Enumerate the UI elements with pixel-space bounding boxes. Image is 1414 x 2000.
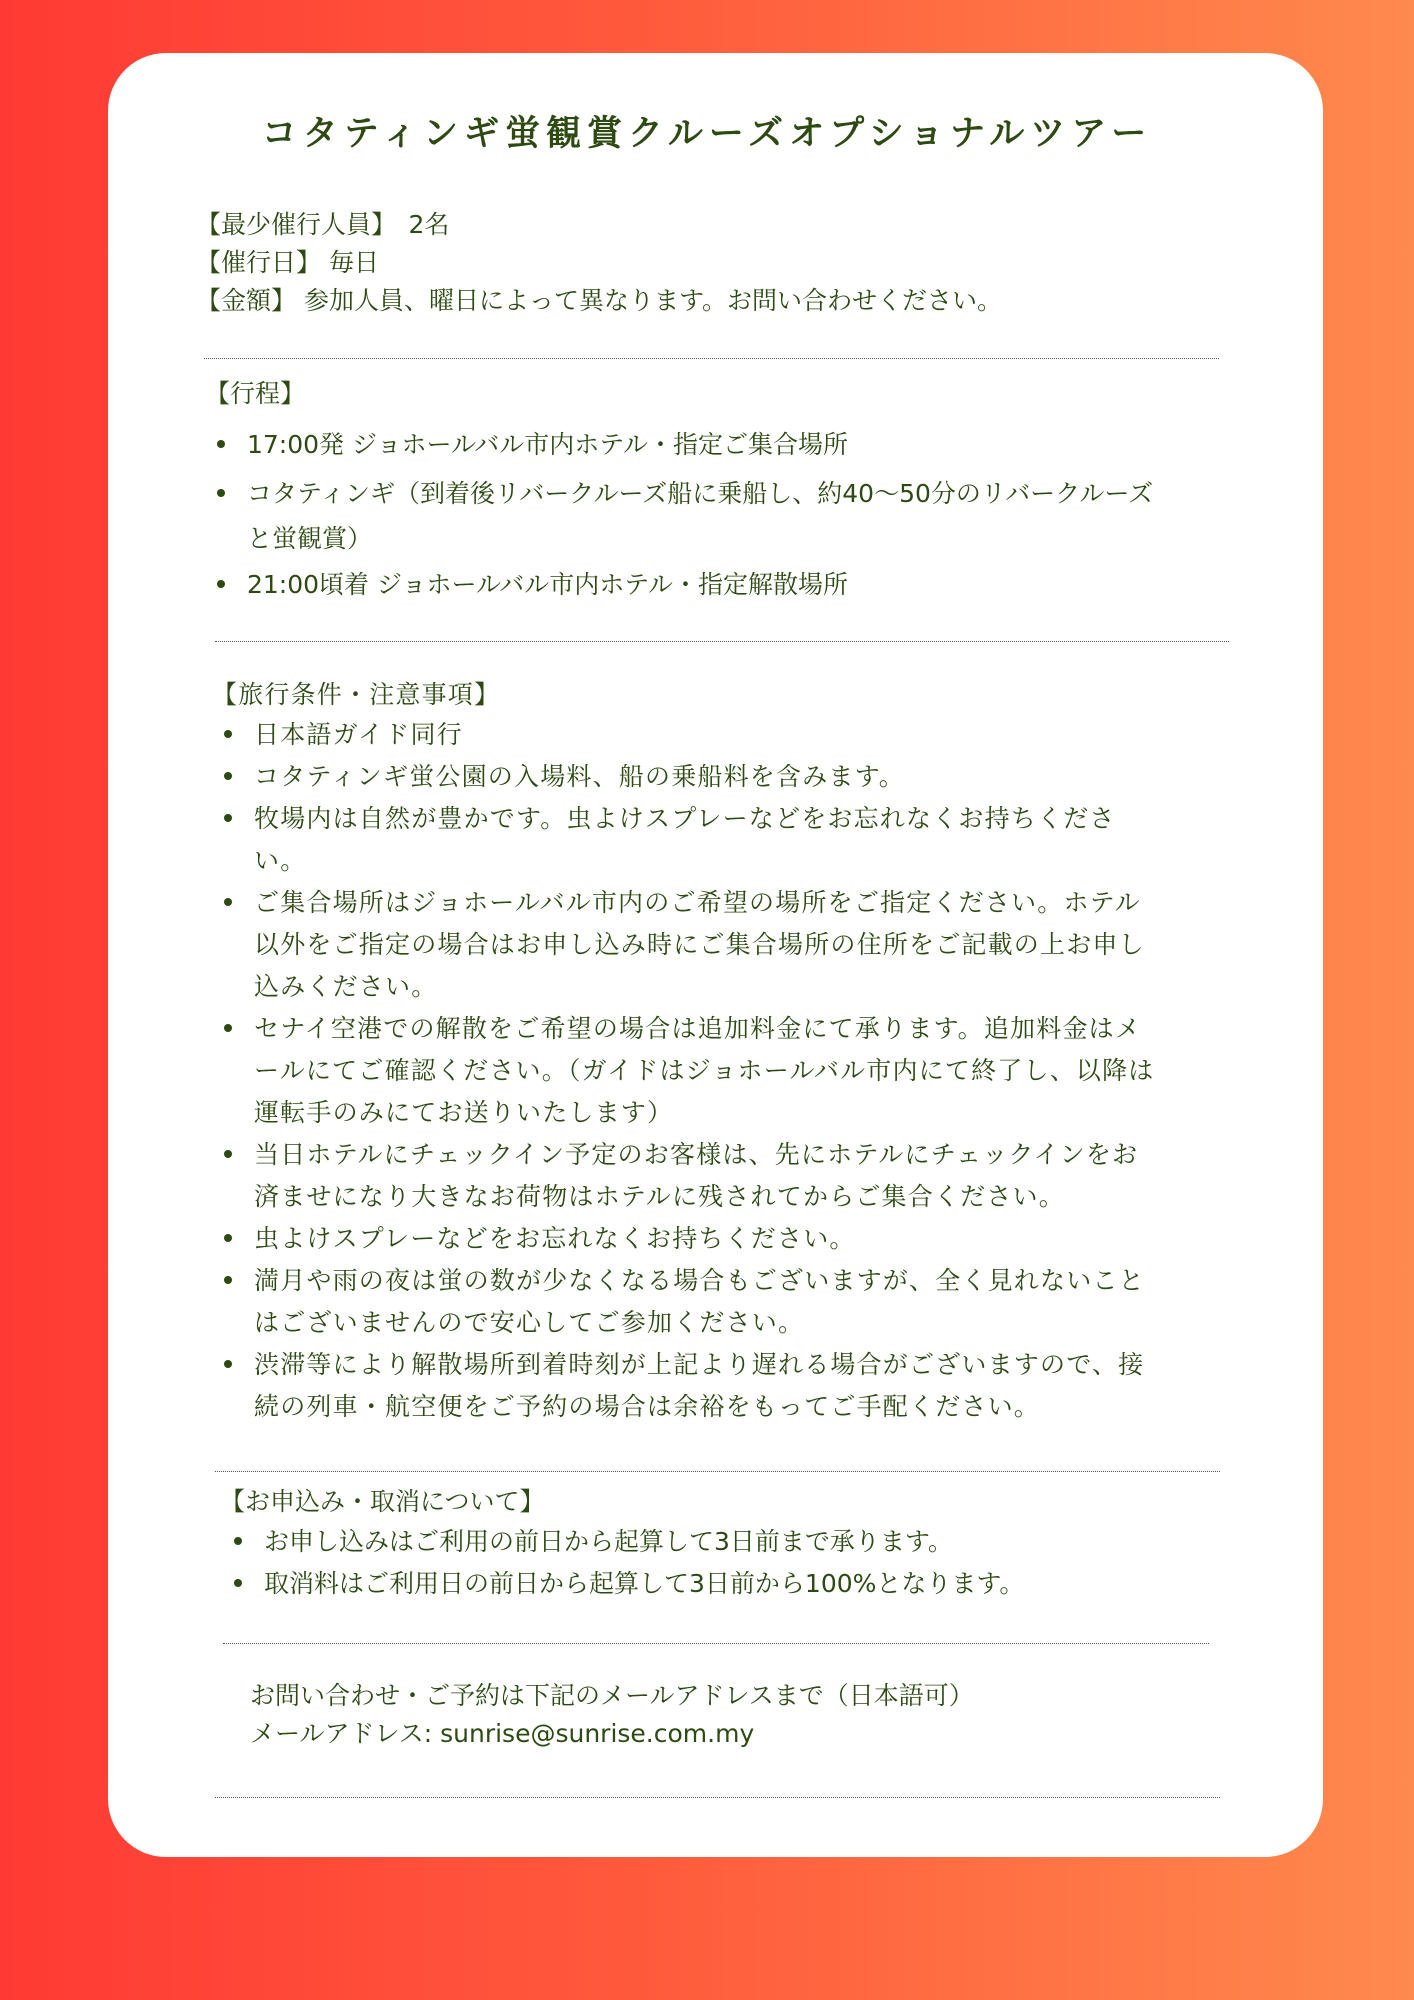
apply-section bbox=[220, 1483, 1024, 1605]
tour-date: 【催行日】 毎日 bbox=[196, 248, 379, 277]
bullet-icon bbox=[224, 1234, 232, 1242]
bullet-icon bbox=[224, 730, 232, 738]
divider bbox=[215, 1471, 1220, 1472]
bullet-icon bbox=[234, 1579, 242, 1587]
min-people: 【最少催行人員】 2名 bbox=[196, 210, 450, 239]
note-item: 当日ホテルにチェックイン予定のお客様は、先にホテルにチェックインをお 済ませになり大きなお荷物はホテルに残されてからご集合ください。 bbox=[254, 1134, 1155, 1218]
divider bbox=[215, 641, 1229, 642]
bullet-icon bbox=[224, 1024, 232, 1032]
note-item: ご集合場所はジョホールバル市内のご希望の場所をご指定ください。ホテル 以外をご指定の場合はお申し込み時にご集合場所の住所をご記載の上お申し 込みください。 bbox=[254, 882, 1155, 1008]
bullet-icon bbox=[224, 814, 232, 822]
schedule-item: コタティンギ（到着後リバークルーズ船に乗船し、約40～50分のリバークルーズ と蛍観賞） bbox=[247, 469, 1153, 560]
bullet-icon bbox=[224, 1276, 232, 1284]
note-item: 牧場内は自然が豊かです。虫よけスプレーなどをお忘れなくお持ちくださ い。 bbox=[254, 798, 1155, 882]
note-item: 虫よけスプレーなどをお忘れなくお持ちください。 bbox=[254, 1218, 1155, 1260]
page-title: コタティンギ蛍観賞クルーズオプショナルツアー bbox=[261, 114, 1153, 154]
bullet-icon bbox=[224, 898, 232, 906]
tour-price: 【金額】 参加人員、曜日によって異なります。お問い合わせください。 bbox=[196, 286, 1002, 315]
contact-section bbox=[250, 1677, 974, 1753]
notes-section bbox=[212, 676, 1155, 1428]
note-item: 日本語ガイド同行 bbox=[254, 714, 1155, 756]
info-section bbox=[196, 206, 1002, 320]
contact-text: お問い合わせ・ご予約は下記のメールアドレスまで（日本語可） bbox=[250, 1681, 974, 1710]
note-item: 渋滞等により解散場所到着時刻が上記より遅れる場合がございますので、接 続の列車・航空便をご予約の場合は余裕をもってご手配ください。 bbox=[254, 1344, 1155, 1428]
bullet-icon bbox=[217, 489, 225, 497]
divider bbox=[223, 1643, 1209, 1644]
bullet-icon bbox=[217, 580, 225, 588]
divider bbox=[204, 358, 1219, 359]
note-item: 満月や雨の夜は蛍の数が少なくなる場合もございますが、全く見れないこと はございませんので安心してご参加ください。 bbox=[254, 1260, 1155, 1344]
schedule-item: 17:00発 ジョホールバル市内ホテル・指定ご集合場所 bbox=[247, 420, 1153, 469]
apply-heading: 【お申込み・取消について】 bbox=[220, 1487, 545, 1516]
divider bbox=[215, 1797, 1220, 1798]
contact-email[interactable]: メールアドレス: sunrise@sunrise.com.my bbox=[250, 1719, 755, 1748]
note-item: セナイ空港での解散をご希望の場合は追加料金にて承ります。追加料金はメ ールにてご確認ください。（ガイドはジョホールバル市内にて終了し、以降は 運転手のみにてお送りいたします） bbox=[254, 1008, 1155, 1134]
bullet-icon bbox=[224, 772, 232, 780]
schedule-heading: 【行程】 bbox=[205, 379, 306, 408]
bullet-icon bbox=[224, 1150, 232, 1158]
apply-item: お申し込みはご利用の前日から起算して3日前まで承ります。 bbox=[264, 1521, 1024, 1563]
schedule-item: 21:00頃着 ジョホールバル市内ホテル・指定解散場所 bbox=[247, 560, 1153, 609]
schedule-section bbox=[205, 375, 1153, 609]
bullet-icon bbox=[224, 1360, 232, 1368]
notes-heading: 【旅行条件・注意事項】 bbox=[212, 680, 501, 709]
apply-item: 取消料はご利用日の前日から起算して3日前から100%となります。 bbox=[264, 1563, 1024, 1605]
bullet-icon bbox=[217, 440, 225, 448]
note-item: コタティンギ蛍公園の入場料、船の乗船料を含みます。 bbox=[254, 756, 1155, 798]
bullet-icon bbox=[234, 1537, 242, 1545]
